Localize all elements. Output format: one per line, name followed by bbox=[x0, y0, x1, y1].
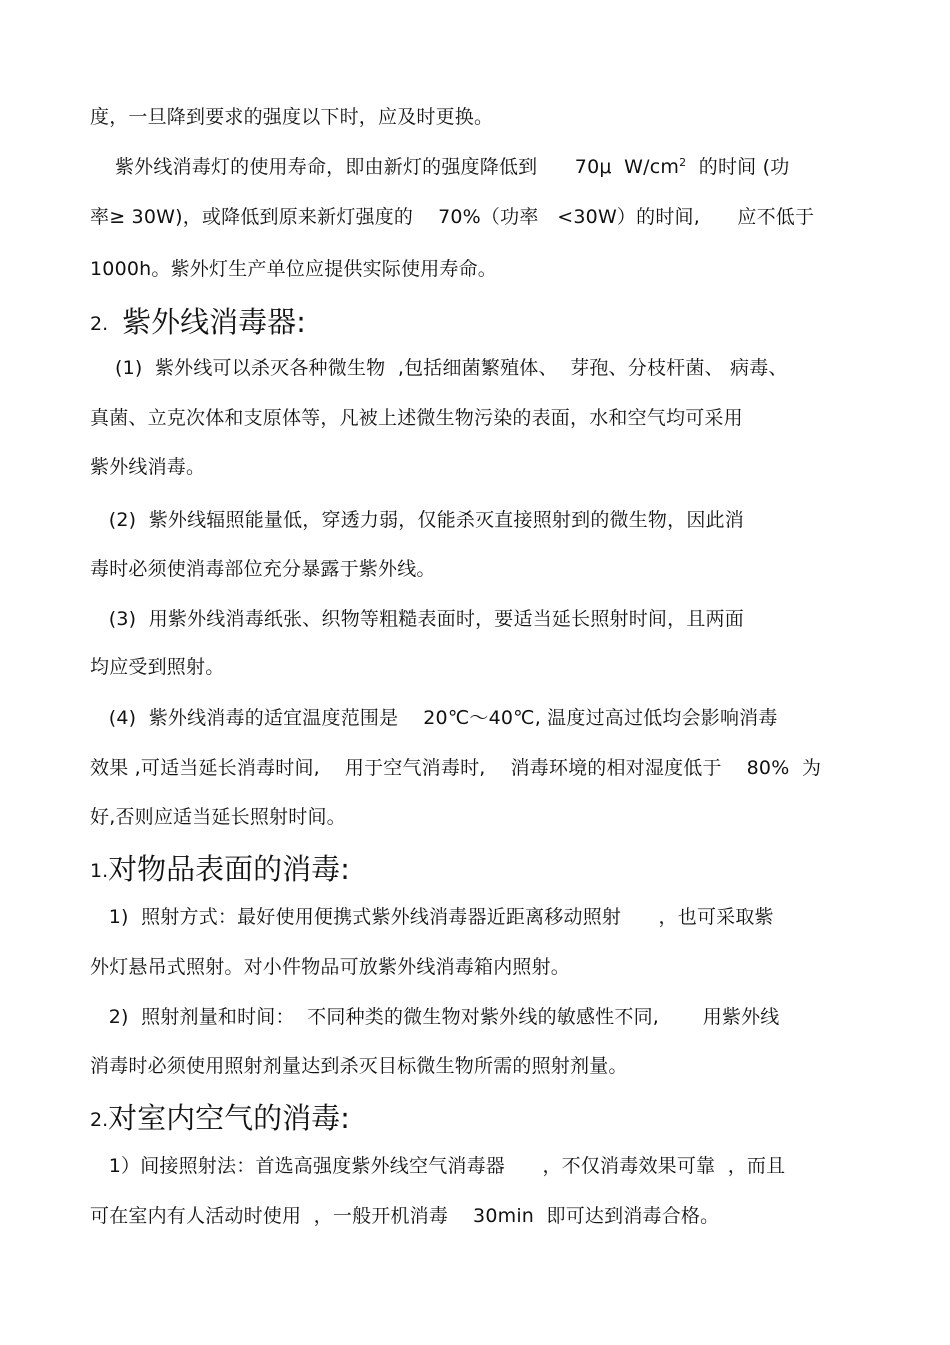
heading-title: 对室内空气的消毒: bbox=[108, 1101, 350, 1135]
surface-item-1-line-1: 1) 照射方式：最好使用便携式紫外线消毒器近距离移动照射 ，也可采取紫 bbox=[90, 906, 774, 928]
item-3-line-1: (3) 用紫外线消毒纸张、织物等粗糙表面时，要适当延长照射时间，且两面 bbox=[90, 608, 744, 630]
heading-number: 1. bbox=[90, 860, 109, 882]
superscript-2: 2 bbox=[679, 156, 687, 169]
intro-line-2 bbox=[90, 154, 789, 180]
item-1-line-3: 紫外线消毒。 bbox=[90, 456, 206, 478]
intro-line-2-tail: 的时间 (功 bbox=[686, 156, 790, 178]
item-3-line-2: 均应受到照射。 bbox=[90, 656, 225, 678]
intro-line-2-text: 紫外线消毒灯的使用寿命，即由新灯的强度降低到 70μ W/cm bbox=[90, 156, 680, 178]
item-4-line-3: 好,否则应适当延长照射时间。 bbox=[90, 806, 346, 828]
item-1-line-2: 真菌、立克次体和支原体等，凡被上述微生物污染的表面，水和空气均可采用 bbox=[90, 407, 743, 429]
intro-line-4: 1000h。紫外灯生产单位应提供实际使用寿命。 bbox=[90, 258, 497, 280]
item-2-line-1: (2) 紫外线辐照能量低，穿透力弱，仅能杀灭直接照射到的微生物，因此消 bbox=[90, 509, 744, 531]
heading-number: 2. bbox=[90, 313, 109, 335]
heading-title: 紫外线消毒器: bbox=[122, 305, 306, 339]
section-heading-air-disinfection bbox=[90, 1099, 350, 1139]
intro-line-1: 度，一旦降到要求的强度以下时，应及时更换。 bbox=[90, 106, 494, 128]
air-item-1-line-2: 可在室内有人活动时使用 ，一般开机消毒 30min 即可达到消毒合格。 bbox=[90, 1205, 720, 1227]
intro-line-3: 率≥ 30W)，或降低到原来新灯强度的 70%（功率 <30W）的时间, 应不低于 bbox=[90, 206, 815, 228]
surface-item-1-line-2: 外灯悬吊式照射。对小件物品可放紫外线消毒箱内照射。 bbox=[90, 956, 571, 978]
item-4-line-1: (4) 紫外线消毒的适宜温度范围是 20℃～40℃, 温度过高过低均会影响消毒 bbox=[90, 707, 778, 729]
heading-number: 2. bbox=[90, 1109, 109, 1131]
item-4-line-2: 效果 ,可适当延长消毒时间, 用于空气消毒时, 消毒环境的相对湿度低于 80% 为 bbox=[90, 757, 822, 779]
item-2-line-2: 毒时必须使消毒部位充分暴露于紫外线。 bbox=[90, 558, 436, 580]
surface-item-2-line-2: 消毒时必须使用照射剂量达到杀灭目标微生物所需的照射剂量。 bbox=[90, 1055, 628, 1077]
surface-item-2-line-1: 2) 照射剂量和时间： 不同种类的微生物对紫外线的敏感性不同, 用紫外线 bbox=[90, 1006, 780, 1028]
heading-title: 对物品表面的消毒: bbox=[108, 852, 350, 886]
air-item-1-line-1: 1）间接照射法：首选高强度紫外线空气消毒器 ，不仅消毒效果可靠 ，而且 bbox=[90, 1155, 786, 1177]
section-heading-uv-disinfector bbox=[90, 303, 306, 343]
section-heading-surface-disinfection bbox=[90, 850, 350, 890]
item-1-line-1: (1) 紫外线可以杀灭各种微生物 ,包括细菌繁殖体、 芽孢、分枝杆菌、 病毒、 bbox=[90, 357, 788, 379]
